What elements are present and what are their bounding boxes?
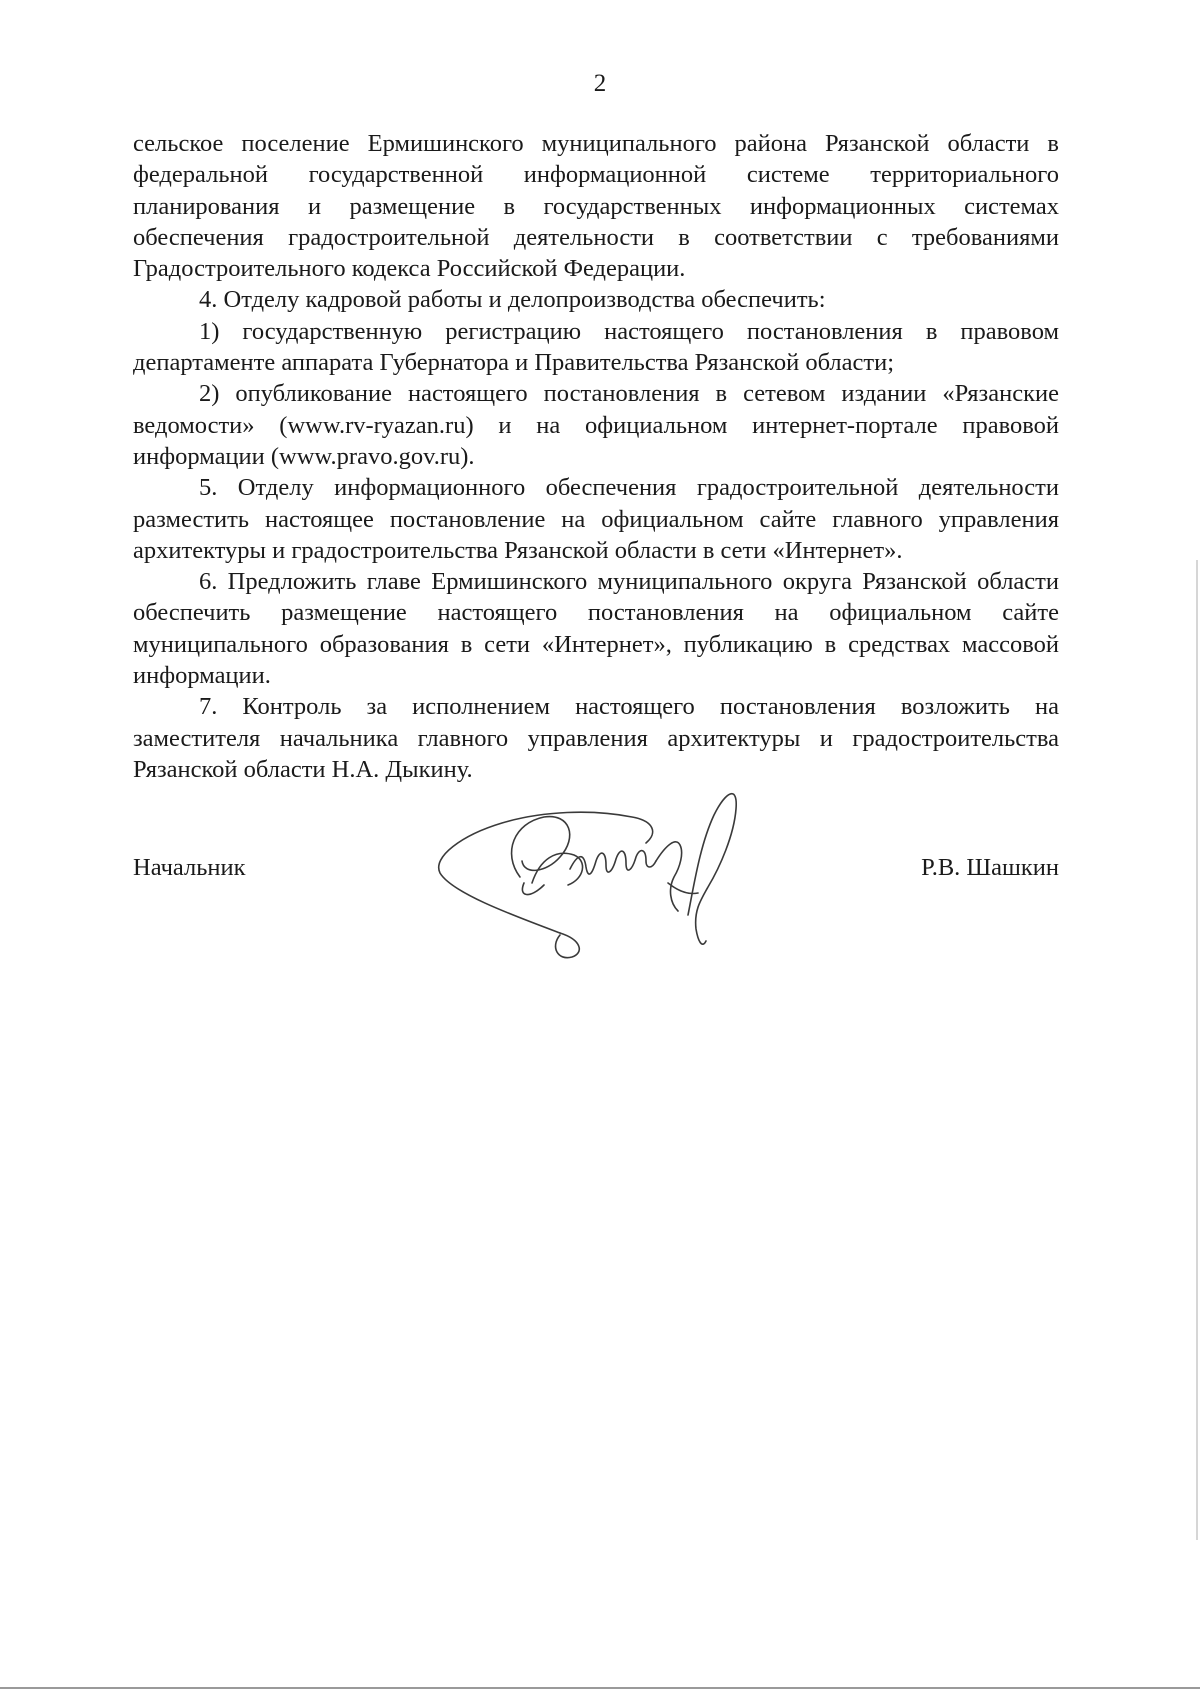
paragraph-subitem-2: 2) опубликование настоящего постановления в сетевом издании «Рязанские ведомости» (www.rv-ryazan.ru) и на официальном интернет-портале правовой информации (www.pravo.gov.ru). (133, 380, 1059, 470)
scan-edge-bottom (0, 1687, 1200, 1689)
paragraph-item-5: 5. Отделу информационного обеспечения градостроительной деятельности разместить настоящее постановление на официальном сайте главного управления архитектуры и градостроительства Рязанской области в сети «Интернет». (133, 474, 1059, 564)
handwritten-signature (432, 765, 752, 960)
paragraph-item-7: 7. Контроль за исполнением настоящего постановления возложить на заместителя начальника главного управления архитектуры и градостроительства Рязанской области Н.А. Дыкину. (133, 693, 1059, 783)
paragraph-subitem-1: 1) государственную регистрацию настоящего постановления в правовом департаменте аппарата Губернатора и Правительства Рязанской области; (133, 317, 1059, 377)
scan-edge-right (1196, 560, 1198, 1540)
signatory-position: Начальник (133, 854, 246, 881)
signatory-name: Р.В. Шашкин (921, 854, 1059, 881)
paragraph-continuation: сельское поселение Ермишинского муниципального района Рязанской области в федеральной государственной информационной системе территориального планирования и размещение в государственных информационных системах обеспечения градостроительной деятельности в соответствии с требованиями Градостроительного кодекса Российской Федерации. (133, 130, 1059, 283)
document-body (133, 128, 1059, 785)
paragraph-item-6: 6. Предложить главе Ермишинского муниципального округа Рязанской области обеспечить размещение настоящего постановления на официальном сайте муниципального образования в сети «Интернет», публикацию в средствах массовой информации. (133, 568, 1059, 690)
page-number: 2 (593, 70, 607, 97)
paragraph-item-4: 4. Отделу кадровой работы и делопроизводства обеспечить: (199, 286, 826, 314)
